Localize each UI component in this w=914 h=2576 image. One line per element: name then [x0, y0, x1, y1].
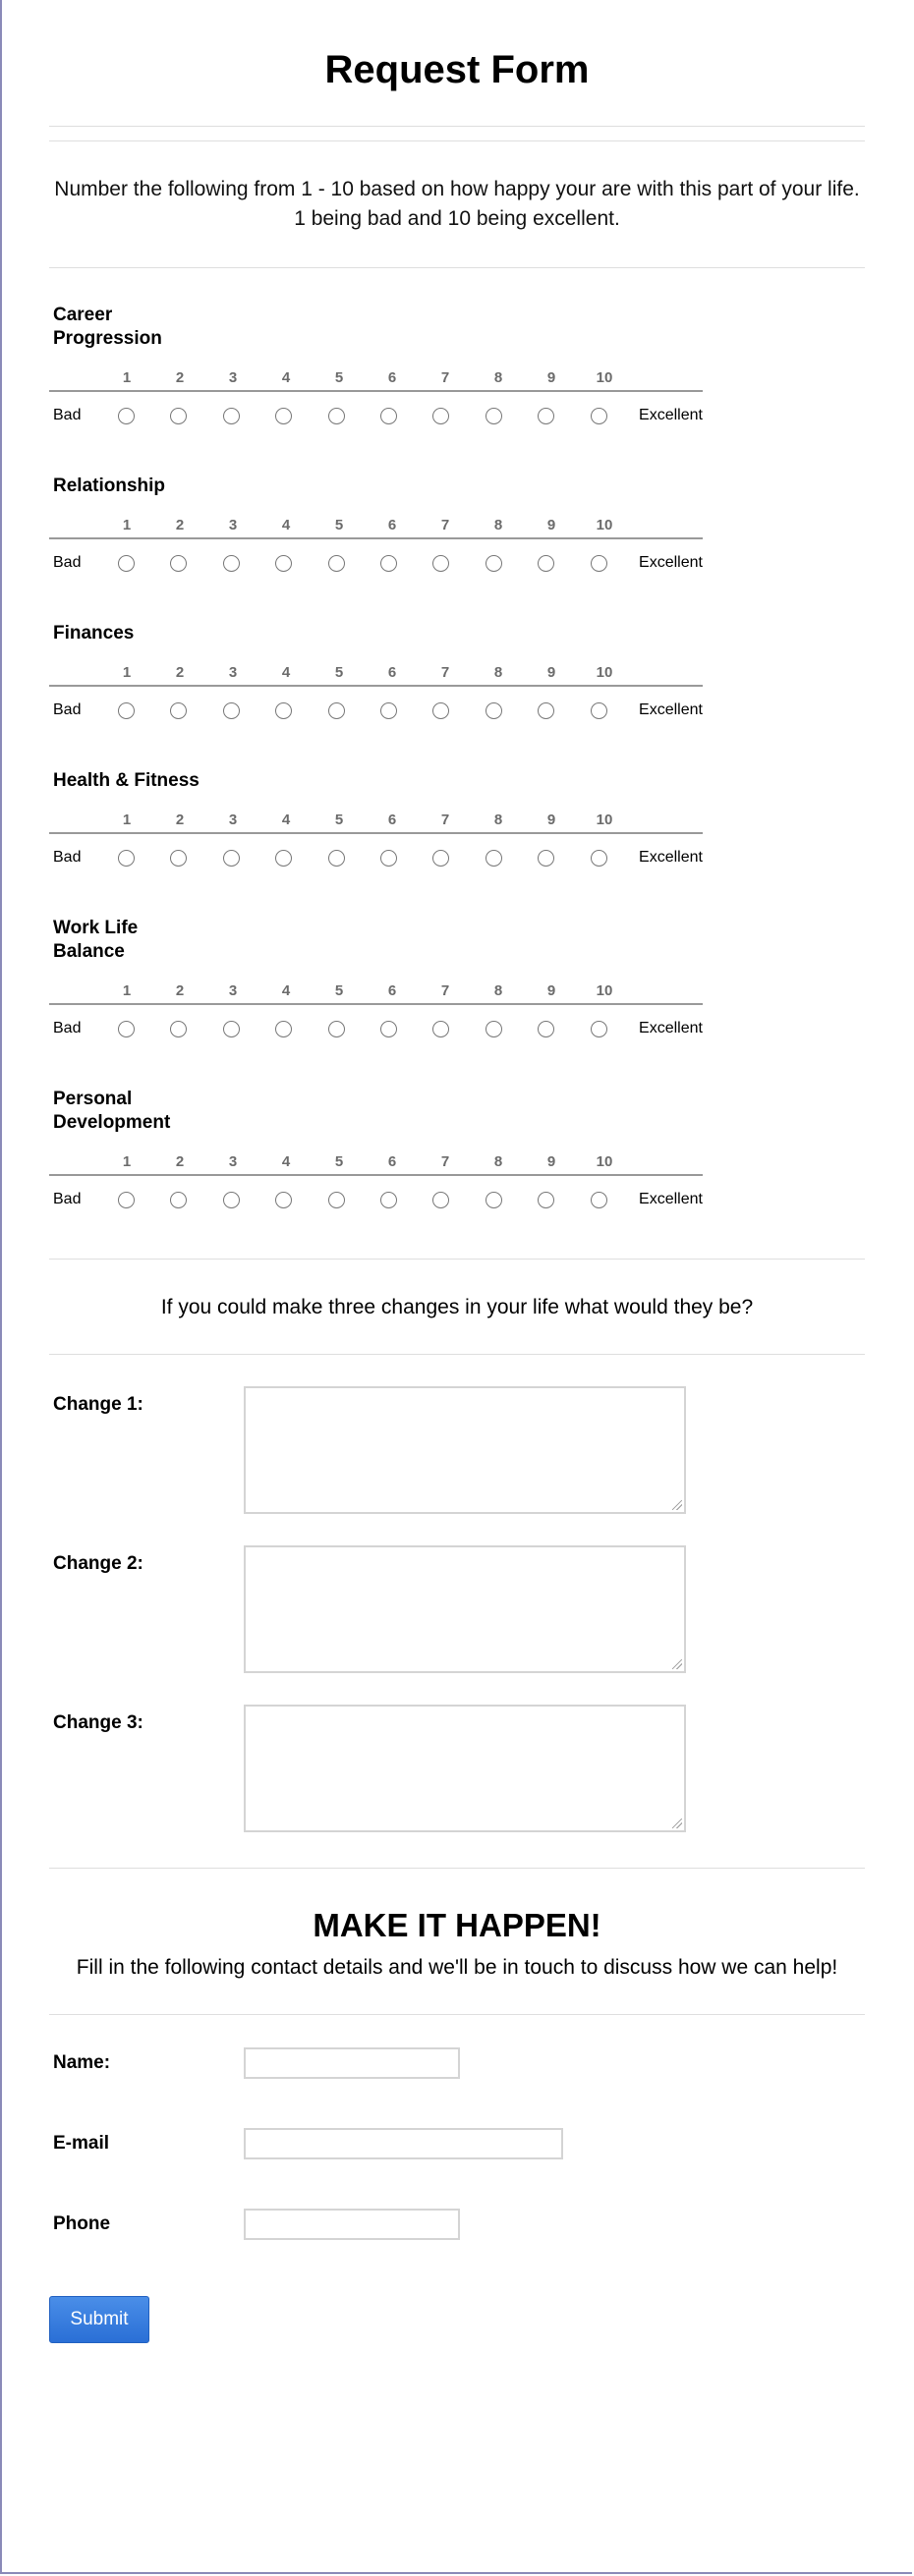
scale-header — [49, 1148, 703, 1176]
low-label: Bad — [53, 407, 82, 423]
rating-question — [49, 439, 865, 587]
radio-cell — [520, 408, 572, 424]
scale-number: 9 — [546, 368, 556, 386]
scale-options — [49, 392, 703, 439]
scale-number: 6 — [387, 368, 397, 386]
radio-cell — [310, 850, 362, 867]
rating-radio[interactable] — [486, 1192, 502, 1208]
low-label: Bad — [53, 554, 82, 571]
radio-cell — [257, 1192, 310, 1208]
scale-number: 3 — [228, 1152, 238, 1170]
rating-radio[interactable] — [170, 408, 187, 424]
radio-cell — [152, 1192, 204, 1208]
high-label: Excellent — [639, 407, 703, 423]
rating-radio[interactable] — [170, 555, 187, 572]
scale-number: 8 — [493, 981, 503, 999]
scale-number: 4 — [281, 811, 291, 828]
rating-radio[interactable] — [328, 408, 345, 424]
question-label: Work Life Balance — [53, 918, 139, 962]
scale-number: 2 — [175, 516, 185, 533]
rating-radio[interactable] — [223, 555, 240, 572]
rating-radio[interactable] — [486, 408, 502, 424]
radio-cell — [152, 1021, 204, 1037]
rating-radio[interactable] — [432, 555, 449, 572]
radio-cell — [573, 555, 625, 572]
rating-radio[interactable] — [170, 1192, 187, 1208]
changes-fields — [49, 1386, 865, 1832]
radio-cell — [415, 408, 467, 424]
radio-cell — [310, 1192, 362, 1208]
change-textarea[interactable] — [244, 1386, 686, 1514]
rating-radio[interactable] — [118, 1021, 135, 1037]
rating-radio[interactable] — [432, 408, 449, 424]
radio-cell — [152, 408, 204, 424]
rating-radio[interactable] — [538, 555, 554, 572]
contact-label: Phone — [53, 2213, 111, 2234]
rating-radio[interactable] — [223, 1021, 240, 1037]
rating-radio[interactable] — [275, 408, 292, 424]
scale-number: 10 — [596, 981, 613, 999]
high-label: Excellent — [639, 554, 703, 571]
change-row — [49, 1545, 865, 1673]
rating-radio[interactable] — [591, 1192, 607, 1208]
rating-radio[interactable] — [538, 1192, 554, 1208]
radio-cell — [415, 1021, 467, 1037]
rating-question — [49, 734, 865, 881]
change-label: Change 1: — [53, 1394, 143, 1415]
scale-number: 9 — [546, 516, 556, 533]
radio-cell — [204, 555, 257, 572]
contact-row — [49, 2023, 865, 2103]
rating-radio[interactable] — [432, 850, 449, 867]
radio-cell — [468, 850, 520, 867]
scale-number: 9 — [546, 811, 556, 828]
radio-cell — [520, 702, 572, 719]
rating-radio[interactable] — [591, 850, 607, 867]
scale-number: 8 — [493, 368, 503, 386]
change-textarea[interactable] — [244, 1545, 686, 1673]
high-label: Excellent — [639, 701, 703, 718]
scale-number: 4 — [281, 1152, 291, 1170]
scale-number: 10 — [596, 1152, 613, 1170]
rating-radio[interactable] — [538, 408, 554, 424]
page-title: Request Form — [324, 48, 590, 91]
rating-radio[interactable] — [118, 555, 135, 572]
rating-radio[interactable] — [118, 408, 135, 424]
radio-cell — [415, 555, 467, 572]
scale-number: 4 — [281, 981, 291, 999]
radio-cell — [204, 1021, 257, 1037]
rating-radio[interactable] — [275, 702, 292, 719]
resize-grip-icon[interactable] — [672, 1500, 682, 1510]
scale-number: 3 — [228, 663, 238, 681]
scale-number: 7 — [440, 516, 450, 533]
rating-scale — [49, 364, 703, 439]
radio-cell — [573, 408, 625, 424]
intro-text: Number the following from 1 - 10 based on how happy your are with this part of your life. 1 being bad and 10 being excellent. — [54, 178, 860, 230]
cta-title: MAKE IT HAPPEN! — [313, 1907, 601, 1943]
rating-questions — [49, 268, 865, 1223]
scale-number: 6 — [387, 1152, 397, 1170]
scale-number: 7 — [440, 368, 450, 386]
rating-radio[interactable] — [380, 1021, 397, 1037]
low-label: Bad — [53, 1191, 82, 1207]
scale-number: 5 — [334, 1152, 344, 1170]
rating-radio[interactable] — [486, 702, 502, 719]
radio-cell — [520, 1192, 572, 1208]
radio-cell — [468, 1021, 520, 1037]
rating-scale — [49, 807, 703, 881]
radio-cell — [520, 1021, 572, 1037]
change-row — [49, 1386, 865, 1514]
rating-question — [49, 587, 865, 734]
radio-cell — [100, 1021, 152, 1037]
radio-cell — [363, 1192, 415, 1208]
rating-radio[interactable] — [328, 555, 345, 572]
scale-number: 7 — [440, 811, 450, 828]
scale-number: 1 — [122, 663, 132, 681]
divider — [49, 1354, 865, 1355]
rating-question — [49, 1052, 865, 1223]
high-label: Excellent — [639, 1020, 703, 1036]
rating-radio[interactable] — [328, 1192, 345, 1208]
high-label: Excellent — [639, 849, 703, 866]
question-label: Finances — [53, 623, 135, 644]
rating-radio[interactable] — [380, 555, 397, 572]
scale-number: 7 — [440, 1152, 450, 1170]
scale-number: 1 — [122, 516, 132, 533]
radio-cell — [415, 702, 467, 719]
contact-fields — [49, 2023, 865, 2265]
rating-radio[interactable] — [538, 702, 554, 719]
scale-number: 9 — [546, 981, 556, 999]
radio-cell — [152, 702, 204, 719]
scale-number: 10 — [596, 811, 613, 828]
scale-number: 4 — [281, 368, 291, 386]
scale-number: 6 — [387, 663, 397, 681]
scale-number: 6 — [387, 811, 397, 828]
radio-cell — [468, 555, 520, 572]
radio-cell — [573, 1192, 625, 1208]
title-divider — [49, 126, 865, 141]
scale-header — [49, 364, 703, 392]
scale-number: 8 — [493, 663, 503, 681]
divider — [49, 2014, 865, 2015]
scale-number: 8 — [493, 516, 503, 533]
rating-radio[interactable] — [591, 1021, 607, 1037]
rating-radio[interactable] — [328, 850, 345, 867]
scale-number: 3 — [228, 811, 238, 828]
email-input[interactable] — [244, 2128, 563, 2159]
scale-number: 7 — [440, 663, 450, 681]
radio-cell — [257, 408, 310, 424]
radio-cell — [573, 702, 625, 719]
rating-radio[interactable] — [170, 1021, 187, 1037]
radio-cell — [257, 1021, 310, 1037]
name-input[interactable] — [244, 2047, 460, 2079]
scale-number: 4 — [281, 516, 291, 533]
radio-cell — [257, 702, 310, 719]
contact-row — [49, 2184, 865, 2265]
high-label: Excellent — [639, 1191, 703, 1207]
scale-number: 1 — [122, 368, 132, 386]
radio-cell — [573, 850, 625, 867]
scale-number: 2 — [175, 1152, 185, 1170]
rating-question — [49, 268, 865, 439]
radio-cell — [520, 850, 572, 867]
rating-scale — [49, 1148, 703, 1223]
radio-cell — [520, 555, 572, 572]
rating-radio[interactable] — [223, 850, 240, 867]
rating-radio[interactable] — [275, 1192, 292, 1208]
rating-radio[interactable] — [486, 555, 502, 572]
scale-header — [49, 978, 703, 1005]
scale-number: 8 — [493, 811, 503, 828]
change-textarea[interactable] — [244, 1705, 686, 1832]
question-label: Health & Fitness — [53, 770, 200, 791]
rating-scale — [49, 978, 703, 1052]
radio-cell — [573, 1021, 625, 1037]
radio-cell — [468, 702, 520, 719]
request-form — [49, 0, 865, 2343]
rating-radio[interactable] — [591, 555, 607, 572]
question-label: Relationship — [53, 476, 166, 496]
question-label: Personal Development — [53, 1089, 171, 1133]
scale-number: 1 — [122, 981, 132, 999]
scale-header — [49, 512, 703, 539]
radio-cell — [204, 850, 257, 867]
rating-radio[interactable] — [275, 850, 292, 867]
phone-input[interactable] — [244, 2209, 460, 2240]
scale-number: 5 — [334, 516, 344, 533]
contact-label: Name: — [53, 2052, 111, 2073]
radio-cell — [257, 850, 310, 867]
scale-number: 7 — [440, 981, 450, 999]
rating-radio[interactable] — [223, 1192, 240, 1208]
scale-number: 2 — [175, 368, 185, 386]
scale-options — [49, 834, 703, 881]
question-label: Career Progression — [53, 305, 162, 349]
low-label: Bad — [53, 1020, 82, 1036]
resize-grip-icon[interactable] — [672, 1819, 682, 1828]
scale-number: 9 — [546, 663, 556, 681]
scale-number: 2 — [175, 981, 185, 999]
scale-header — [49, 807, 703, 834]
scale-options — [49, 1176, 703, 1223]
rating-radio[interactable] — [380, 702, 397, 719]
rating-scale — [49, 659, 703, 734]
radio-cell — [204, 408, 257, 424]
rating-radio[interactable] — [275, 1021, 292, 1037]
scale-number: 10 — [596, 516, 613, 533]
radio-cell — [310, 555, 362, 572]
resize-grip-icon[interactable] — [672, 1659, 682, 1669]
scale-number: 10 — [596, 368, 613, 386]
radio-cell — [468, 408, 520, 424]
radio-cell — [100, 702, 152, 719]
scale-header — [49, 659, 703, 687]
radio-cell — [310, 408, 362, 424]
scale-number: 3 — [228, 368, 238, 386]
contact-label: E-mail — [53, 2133, 110, 2154]
contact-row — [49, 2103, 865, 2184]
scale-number: 3 — [228, 981, 238, 999]
rating-radio[interactable] — [486, 1021, 502, 1037]
rating-radio[interactable] — [591, 408, 607, 424]
radio-cell — [257, 555, 310, 572]
radio-cell — [100, 555, 152, 572]
scale-number: 1 — [122, 811, 132, 828]
rating-radio[interactable] — [380, 1192, 397, 1208]
rating-radio[interactable] — [223, 702, 240, 719]
radio-cell — [363, 702, 415, 719]
rating-radio[interactable] — [380, 850, 397, 867]
change-row — [49, 1705, 865, 1832]
scale-number: 5 — [334, 663, 344, 681]
radio-cell — [100, 408, 152, 424]
change-label: Change 2: — [53, 1553, 143, 1574]
scale-number: 9 — [546, 1152, 556, 1170]
scale-number: 1 — [122, 1152, 132, 1170]
rating-radio[interactable] — [486, 850, 502, 867]
radio-cell — [415, 1192, 467, 1208]
radio-cell — [204, 1192, 257, 1208]
rating-radio[interactable] — [170, 850, 187, 867]
scale-number: 6 — [387, 516, 397, 533]
radio-cell — [100, 850, 152, 867]
low-label: Bad — [53, 849, 82, 866]
scale-number: 6 — [387, 981, 397, 999]
scale-number: 3 — [228, 516, 238, 533]
scale-number: 5 — [334, 368, 344, 386]
rating-radio[interactable] — [118, 702, 135, 719]
rating-radio[interactable] — [118, 850, 135, 867]
scale-options — [49, 1005, 703, 1052]
rating-radio[interactable] — [170, 702, 187, 719]
cta-subtitle: Fill in the following contact details and we'll be in touch to discuss how we can help! — [76, 1956, 838, 1979]
rating-scale — [49, 512, 703, 587]
rating-radio[interactable] — [538, 1021, 554, 1037]
rating-radio[interactable] — [275, 555, 292, 572]
radio-cell — [204, 702, 257, 719]
rating-radio[interactable] — [118, 1192, 135, 1208]
radio-cell — [310, 702, 362, 719]
scale-number: 10 — [596, 663, 613, 681]
radio-cell — [415, 850, 467, 867]
radio-cell — [363, 408, 415, 424]
rating-radio[interactable] — [432, 1021, 449, 1037]
scale-options — [49, 539, 703, 587]
rating-question — [49, 881, 865, 1052]
rating-radio[interactable] — [432, 1192, 449, 1208]
low-label: Bad — [53, 701, 82, 718]
scale-number: 5 — [334, 811, 344, 828]
change-label: Change 3: — [53, 1712, 143, 1733]
radio-cell — [363, 1021, 415, 1037]
scale-number: 2 — [175, 811, 185, 828]
radio-cell — [310, 1021, 362, 1037]
submit-button[interactable]: Submit — [49, 2296, 149, 2343]
radio-cell — [363, 555, 415, 572]
rating-radio[interactable] — [538, 850, 554, 867]
rating-radio[interactable] — [380, 408, 397, 424]
scale-number: 2 — [175, 663, 185, 681]
scale-number: 4 — [281, 663, 291, 681]
radio-cell — [100, 1192, 152, 1208]
rating-radio[interactable] — [432, 702, 449, 719]
rating-radio[interactable] — [328, 702, 345, 719]
radio-cell — [468, 1192, 520, 1208]
rating-radio[interactable] — [591, 702, 607, 719]
scale-options — [49, 687, 703, 734]
rating-radio[interactable] — [328, 1021, 345, 1037]
changes-heading: If you could make three changes in your life what would they be? — [160, 1296, 754, 1318]
radio-cell — [152, 555, 204, 572]
radio-cell — [152, 850, 204, 867]
scale-number: 5 — [334, 981, 344, 999]
rating-radio[interactable] — [223, 408, 240, 424]
scale-number: 8 — [493, 1152, 503, 1170]
radio-cell — [363, 850, 415, 867]
